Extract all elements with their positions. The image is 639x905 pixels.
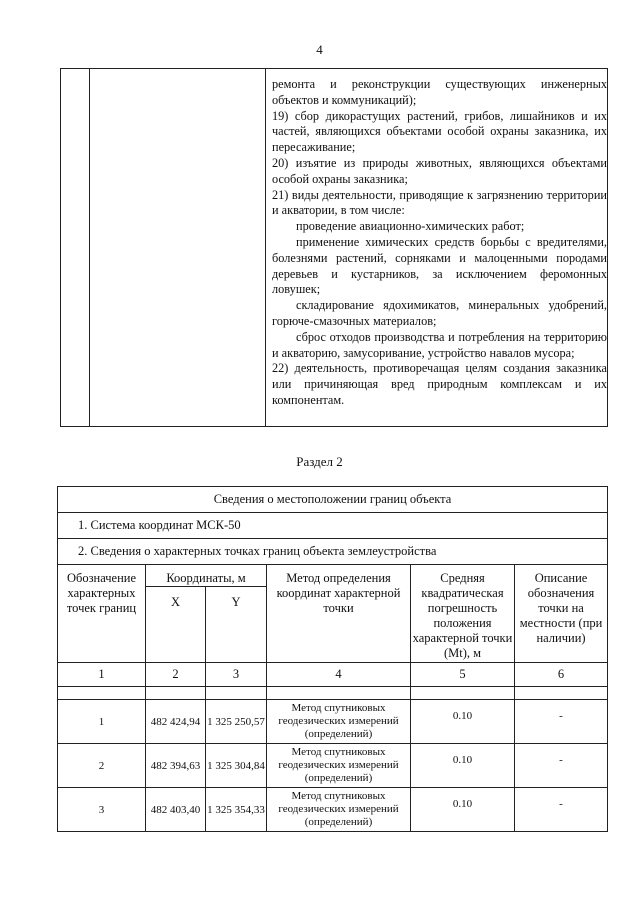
column-divider <box>89 69 90 426</box>
description-cell: - <box>515 744 608 788</box>
point-number: 2 <box>58 744 146 788</box>
point-number: 3 <box>58 788 146 832</box>
points-info-row: 2. Сведения о характерных точках границ объекта землеустройства <box>58 539 608 565</box>
table-row <box>58 700 608 744</box>
coordinate-y: 1 325 304,84 <box>206 744 267 788</box>
header-description: Описание обозначения точки на местности (при наличии) <box>515 565 608 663</box>
coordinate-x: 482 394,63 <box>146 744 206 788</box>
text-paragraph: складирование ядохимикатов, минеральных удобрений, горюче-смазочных материалов; <box>272 298 607 328</box>
description-cell: - <box>515 788 608 832</box>
table-row <box>58 744 608 788</box>
method-cell: Метод спутниковых геодезических измерений (определений) <box>267 700 411 744</box>
coordinate-x: 482 403,40 <box>146 788 206 832</box>
text-paragraph: применение химических средств борьбы с вредителями, болезнями растений, сорняками и малоценными породами деревьев и кустарников, за исключением феромонных ловушек; <box>272 234 607 297</box>
header-method: Метод определения координат характерной точки <box>267 565 411 663</box>
header-y: Y <box>206 587 267 663</box>
column-numbers-row <box>58 663 608 687</box>
column-number: 1 <box>58 663 146 687</box>
error-cell: 0.10 <box>411 700 515 744</box>
error-cell: 0.10 <box>411 788 515 832</box>
column-number: 2 <box>146 663 206 687</box>
column-number: 4 <box>267 663 411 687</box>
coordinate-y: 1 325 250,57 <box>206 700 267 744</box>
header-point-designation: Обозначение характерных точек границ <box>58 565 146 663</box>
header-coordinates: Координаты, м <box>146 565 267 587</box>
text-paragraph: 22) деятельность, противоречащая целям создания заказника или причиняющая вред природным комплексам и их компонентам. <box>272 361 607 407</box>
text-paragraph: 20) изъятие из природы животных, являющихся объектами особой охраны заказника; <box>272 155 607 186</box>
column-number: 5 <box>411 663 515 687</box>
error-cell: 0.10 <box>411 744 515 788</box>
point-number: 1 <box>58 700 146 744</box>
section-title: Раздел 2 <box>296 454 343 469</box>
table-title: Сведения о местоположении границ объекта <box>58 487 608 513</box>
prohibitions-text <box>272 77 607 409</box>
coordinate-y: 1 325 354,33 <box>206 788 267 832</box>
coordinate-system-row: 1. Система координат МСК-50 <box>58 513 608 539</box>
table-row <box>58 788 608 832</box>
column-number: 3 <box>206 663 267 687</box>
column-divider <box>265 69 266 426</box>
description-cell: - <box>515 700 608 744</box>
coordinates-table <box>57 486 608 832</box>
text-paragraph: 21) виды деятельности, приводящие к загрязнению территории и акватории, в том числе: <box>272 187 607 218</box>
method-cell: Метод спутниковых геодезических измерений (определений) <box>267 788 411 832</box>
text-paragraph: сброс отходов производства и потребления на территорию и акваторию, замусоривание, устройство навалов мусора; <box>272 329 607 360</box>
coordinate-x: 482 424,94 <box>146 700 206 744</box>
column-number: 6 <box>515 663 608 687</box>
page-number: 4 <box>316 42 323 57</box>
text-paragraph: ремонта и реконструкции существующих инженерных объектов и коммуникаций); <box>272 77 607 107</box>
text-paragraph: 19) сбор дикорастущих растений, грибов, лишайников и их частей, являющихся объектами особой охраны заказника, их пересаживание; <box>272 108 607 155</box>
header-error: Средняя квадратическая погрешность положения характерной точки (Mt), м <box>411 565 515 663</box>
method-cell: Метод спутниковых геодезических измерений (определений) <box>267 744 411 788</box>
header-x: X <box>146 587 206 663</box>
text-paragraph: проведение авиационно-химических работ; <box>296 219 525 234</box>
